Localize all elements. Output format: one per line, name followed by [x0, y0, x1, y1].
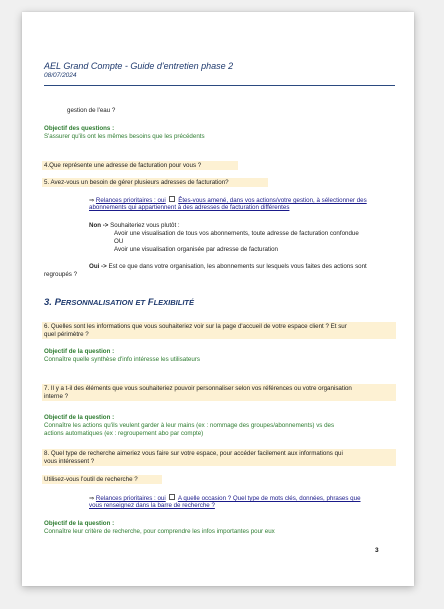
section-heading: 3. PERSONNALISATION ET FLEXIBILITÉ	[44, 297, 194, 308]
objective-text: Connaître leur critère de recherche, pour comprendre les infos importantes pour eux	[44, 528, 275, 535]
non-line-3: OU	[114, 238, 124, 245]
question-7-line-2: interne ?	[44, 393, 69, 400]
question-8-line-1: 8. Quel type de recherche aimeriez vous faire sur votre espace, pour accéder facilement aux informations qui	[44, 450, 343, 457]
page-number: 3	[375, 547, 379, 554]
non-line-4: Avoir une visualisation organisée par adresse de facturation	[114, 246, 278, 253]
objective-line-1: Connaître les actions qu'ils veulent garder à leur mains (ex : nommage des groupes/abonnements) vs des	[44, 422, 335, 429]
search-tool-question: Utilisez-vous l'outil de recherche ?	[44, 476, 138, 483]
document-title: AEL Grand Compte - Guide d'entretien phase 2	[44, 61, 234, 71]
oui-line-2: regroupés ?	[44, 271, 78, 278]
objective-label: Objectif de la question :	[44, 520, 115, 527]
intro-line: gestion de l'eau ?	[67, 107, 116, 114]
relance-1-prefix[interactable]: Relances prioritaires : oui	[95, 197, 166, 204]
question-6-line-1: 6. Quelles sont les informations que vous souhaiteriez voir sur la page d'accueil de votre espace client ? Et sur	[44, 323, 347, 330]
non-line-1: Souhaiteriez vous plutôt :	[110, 222, 180, 229]
objective-line-2: actions automatiques (ex : regroupement abo par compte)	[44, 430, 204, 437]
objective-text: Connaître quelle synthèse d'info intéresse les utilisateurs	[44, 356, 200, 363]
question-8-line-2: vous intéressent ?	[44, 458, 95, 465]
question-5: 5. Avez-vous un besoin de gérer plusieurs adresses de facturation?	[44, 179, 229, 186]
relance-2-text: A quelle occasion ? Quel type de mots clés, données, phrases que	[177, 495, 361, 502]
document-date: 08/07/2024	[44, 72, 77, 79]
objective-text: S'assurer qu'ils ont les mêmes besoins que les précédents	[44, 133, 205, 140]
objective-label: Objectif des questions :	[44, 125, 115, 132]
relance-1-text: Êtes-vous amené, dans vos actions/votre gestion, à sélectionner des	[178, 197, 367, 204]
relance-1-continuation: abonnements qui appartiennent à des adresses de facturation différentes	[89, 204, 290, 211]
oui-label: Oui ->	[89, 263, 107, 270]
checkbox-icon[interactable]	[169, 196, 175, 202]
relance-2-continuation: vous renseignez dans la barre de recherche ?	[89, 502, 215, 509]
objective-label: Objectif de la question :	[44, 414, 115, 421]
arrow-icon: ⇒	[89, 197, 95, 204]
question-6-line-2: quel périmètre ?	[44, 331, 89, 338]
document-page	[22, 12, 414, 586]
relance-2-prefix[interactable]: Relances prioritaires : oui	[95, 495, 166, 502]
non-label: Non ->	[89, 222, 109, 229]
header-divider	[44, 85, 395, 86]
non-line-2: Avoir une visualisation de tous vos abonnements, toute adresse de facturation confondue	[114, 230, 359, 237]
oui-line-1: Est ce que dans votre organisation, les abonnements sur lesquels vous faites des actions sont	[108, 263, 367, 270]
arrow-icon: ⇒	[89, 495, 95, 502]
question-7-line-1: 7. Il y a t-il des éléments que vous souhaiteriez pouvoir personnaliser selon vos références ou votre organisation	[44, 385, 352, 392]
non-option	[89, 222, 180, 230]
objective-label: Objectif de la question :	[44, 348, 115, 355]
oui-option	[89, 263, 367, 271]
checkbox-icon[interactable]	[169, 494, 175, 500]
question-4: 4.Que représente une adresse de facturation pour vous ?	[44, 162, 202, 169]
